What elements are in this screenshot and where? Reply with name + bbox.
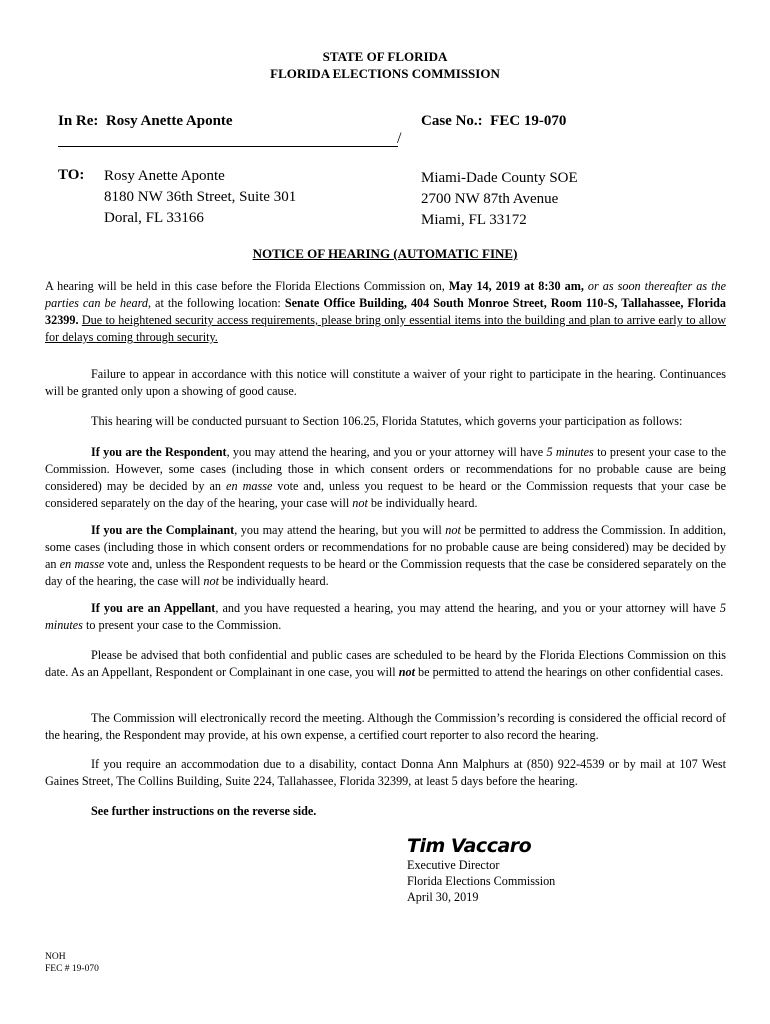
address-line: 2700 NW 87th Avenue (421, 191, 559, 207)
security-notice: Due to heightened security access requirements, please bring only essential items into the building and plan to arrive early to allow for delays coming through security. (45, 313, 726, 344)
header-line-1: STATE OF FLORIDA (322, 49, 448, 64)
case-label: Case No.: (421, 113, 483, 129)
reverse-side-note: See further instructions on the reverse side. (91, 804, 317, 818)
paragraph-statute: This hearing will be conducted pursuant to Section 106.25, Florida Statutes, which governs your participation as follows: (91, 414, 683, 428)
paragraph-recording: The Commission will electronically record the meeting. Although the Commission’s recording is considered the official record of the hearing, the Respondent may provide, at his own expense, a certified court reporter to also record the hearing. (45, 711, 726, 742)
in-re-name: Rosy Anette Aponte (105, 113, 233, 129)
respondent-address (104, 166, 296, 229)
footer-case-ref: FEC # 19-070 (45, 964, 99, 974)
footer (45, 951, 99, 975)
footer-form-code: NOH (45, 952, 66, 962)
paragraph-accommodation: If you require an accommodation due to a disability, contact Donna Ann Malphurs at (850) 922-4539 or by mail at 107 West Gaines Street, The Collins Building, Suite 224, Tallahassee, Florida 32399, at least 5 days before the hearing. (45, 757, 726, 788)
hearing-location: Senate Office Building, 404 South Monroe Street, Room 110-S, Tallahassee, Florida 32399. (45, 296, 726, 327)
signer-org: Florida Elections Commission (407, 874, 556, 888)
paragraph-appellant: If you are an Appellant, and you have requested a hearing, you may attend the hearing, and you or your attorney will have 5 minutes to present your case to the Commission. (45, 601, 726, 632)
copy-address (421, 168, 578, 231)
address-line: Doral, FL 33166 (104, 210, 204, 226)
caption-rule (58, 146, 398, 147)
header-line-2: FLORIDA ELECTIONS COMMISSION (270, 66, 500, 81)
paragraph-hearing-location: A hearing will be held in this case before the Florida Elections Commission on, May 14, 2019 at 8:30 am, or as soon thereafter as the parties can be heard, at the following location: Senate Office Building, 404 South Monroe Street, Room 110-S, Tallahassee, Florida 32399. Due to heightened security access requirements, please bring only essential items into the building and plan to arrive early to allow for delays coming through security. (45, 279, 727, 344)
address-line: Rosy Anette Aponte (104, 168, 225, 184)
caption-slash: / (397, 130, 402, 147)
address-line: Miami, FL 33172 (421, 212, 527, 228)
paragraph-confidential-cases: Please be advised that both confidential and public cases are scheduled to be heard by the Florida Elections Commission on this date. As an Appellant, Respondent or Complainant in one case, you will not be permitted to attend the hearings on other confidential cases. (45, 648, 726, 679)
signature-date: April 30, 2019 (407, 890, 479, 904)
address-line: 8180 NW 36th Street, Suite 301 (104, 189, 297, 205)
signature: Tim Vaccaro (407, 835, 532, 857)
case-number (421, 113, 566, 130)
notice-title: NOTICE OF HEARING (AUTOMATIC FINE) (252, 246, 518, 261)
paragraph-respondent: If you are the Respondent, you may attend the hearing, and you or your attorney will have 5 minutes to present your case to the Commission. However, some cases (including those in which consent orders or recommendations for no probable cause are being considered) may be decided by an en masse vote and, unless you request to be heard or the Commission requests that your case be considered separately on the day of the hearing, your case will not be individually heard. (45, 445, 727, 510)
to-label: TO: (58, 167, 85, 183)
paragraph-complainant: If you are the Complainant, you may attend the hearing, but you will not be permitted to address the Commission. In addition, some cases (including those in which consent orders or recommendations for no probable cause are being considered) may be decided by an en masse vote and, unless the Respondent requests to be heard or the Commission requests that the case be considered separately on the day of the hearing, the case will not be individually heard. (45, 523, 726, 588)
in-re-caption (58, 113, 233, 130)
signer-title: Executive Director (407, 858, 500, 872)
paragraph-failure-to-appear: Failure to appear in accordance with this notice will constitute a waiver of your right to participate in the hearing. Continuances will be granted only upon a showing of good cause. (45, 367, 726, 398)
case-number-value: FEC 19-070 (490, 113, 567, 129)
hearing-date: May 14, 2019 at 8:30 am, (448, 279, 584, 293)
signature-block (407, 857, 555, 905)
address-line: Miami-Dade County SOE (421, 170, 578, 186)
in-re-label: In Re: (58, 113, 99, 129)
